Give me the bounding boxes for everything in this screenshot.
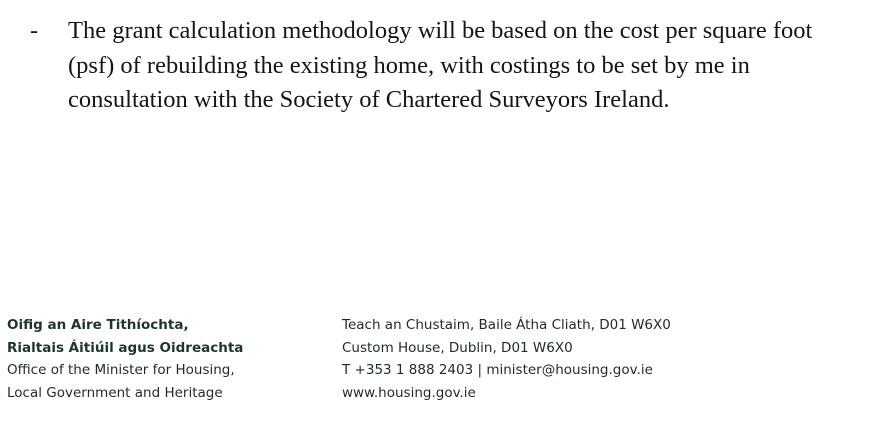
footer-website: www.housing.gov.ie <box>342 384 476 401</box>
footer-contact: T +353 1 888 2403 | minister@housing.gov.ie <box>342 362 653 378</box>
bullet-line: (psf) of rebuilding the existing home, with costings to be set by me in <box>68 51 750 79</box>
footer-office-block <box>7 314 243 404</box>
bullet-line: consultation with the Society of Chartered Surveyors Ireland. <box>68 86 670 113</box>
footer-irish-office: Oifig an Aire Tithíochta, <box>7 317 189 333</box>
footer-address-block <box>342 314 671 404</box>
footer-english-office: Office of the Minister for Housing, <box>7 362 235 378</box>
footer-irish-address: Teach an Chustaim, Baile Átha Cliath, D01 W6X0 <box>342 317 671 333</box>
bullet-paragraph <box>68 14 848 118</box>
footer-english-address: Custom House, Dublin, D01 W6X0 <box>342 339 573 356</box>
footer-irish-department: Rialtais Áitiúil agus Oidreachta <box>7 339 244 356</box>
bullet-dash: - <box>30 18 38 44</box>
bullet-line: The grant calculation methodology will be based on the cost per square foot <box>68 17 813 44</box>
footer-english-department: Local Government and Heritage <box>7 384 223 401</box>
